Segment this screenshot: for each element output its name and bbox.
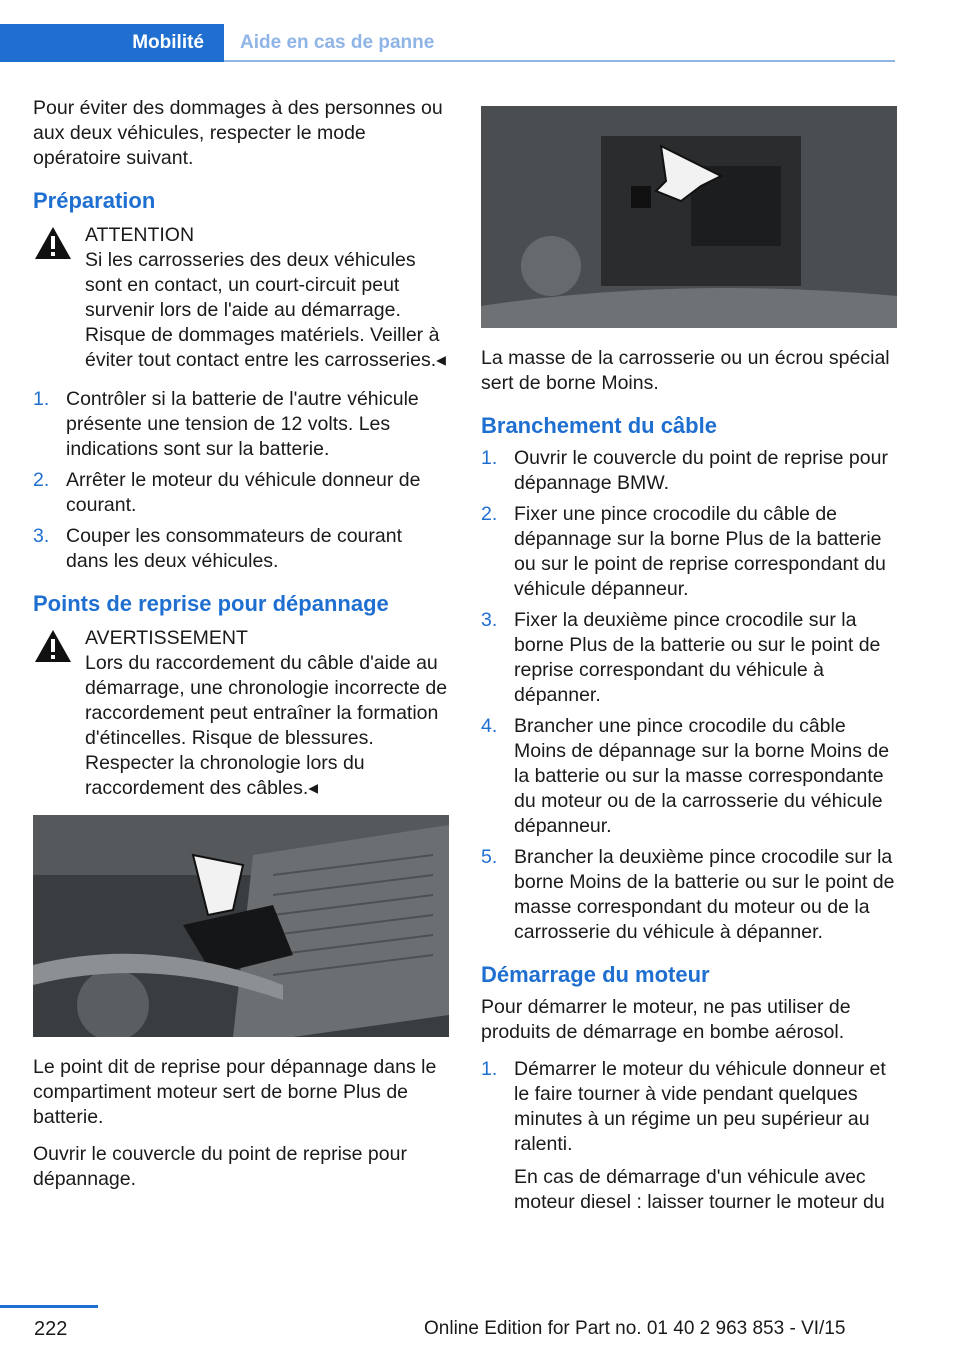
list-item: 1. Démarrer le moteur du véhicule donneur et le faire tourner à vide pendant quelques minutes à un régime un peu supérieur au ralenti. En cas de démarrage d'un véhicule avec moteur diesel : laisser tourner le moteur du <box>481 1058 886 1213</box>
intro-text: Pour éviter des dommages à des personnes ou aux deux véhicules, respecter le mode opératoire suivant. <box>33 97 443 169</box>
chapter-tab[interactable]: Aide en cas de panne <box>240 32 435 53</box>
page-number: 222 <box>34 1318 68 1340</box>
warning-title: AVERTISSEMENT <box>85 627 248 649</box>
caption-plus-terminal: Le point dit de reprise pour dépannage dans le compartiment moteur sert de borne Plus de batterie. <box>33 1056 437 1128</box>
warning-triangle-icon <box>33 628 73 664</box>
list-item: 1. Ouvrir le couvercle du point de reprise pour dépannage BMW. <box>481 447 888 494</box>
section-tab[interactable]: Mobilité <box>0 24 224 62</box>
footer-rule <box>0 1305 98 1308</box>
list-item: 1. Contrôler si la batterie de l'autre véhicule présente une tension de 12 volts. Les indications sont sur la batterie. <box>33 388 419 460</box>
start-heading: Démarrage du moteur <box>481 962 710 987</box>
preparation-steps <box>33 387 449 574</box>
list-item: 2. Fixer une pince crocodile du câble de dépannage sur la borne Plus de la batterie ou sur le point de reprise correspondant du véhicule dépanneur. <box>481 503 886 600</box>
avertissement-warning <box>33 624 449 801</box>
warning-text: Lors du raccordement du câble d'aide au démarrage, une chronologie incorrecte de raccordement peut entraîner la formation d'étincelles. Risque de blessures. Respecter la chronologie lors du raccordement des câbles.◂ <box>85 652 448 799</box>
left-column <box>33 96 449 1204</box>
ground-point-photo <box>481 106 897 328</box>
engine-bay-photo <box>33 815 449 1037</box>
points-heading: Points de reprise pour dépannage <box>33 591 389 616</box>
list-item: 5. Brancher la deuxième pince crocodile sur la borne Moins de la batterie ou sur le point de masse correspondant du moteur ou de la carrosserie du véhicule à dépanner. <box>481 846 895 943</box>
warning-title: ATTENTION <box>85 224 195 246</box>
list-item: 3. Couper les consommateurs de courant dans les deux véhicules. <box>33 525 403 572</box>
attention-warning <box>33 221 449 373</box>
start-intro: Pour démarrer le moteur, ne pas utiliser de produits de démarrage en bombe aérosol. <box>481 996 851 1043</box>
start-steps <box>481 1057 897 1215</box>
warning-triangle-icon <box>33 225 73 261</box>
warning-text: Si les carrosseries des deux véhicules sont en contact, un court-circuit peut survenir lors de l'aide au démarrage. Risque de dommages matériels. Veiller à éviter tout contact entre les carrosseries.◂ <box>85 249 446 371</box>
right-column <box>481 96 897 1227</box>
list-item: 2. Arrêter le moteur du véhicule donneur de courant. <box>33 469 421 516</box>
list-item: 4. Brancher une pince crocodile du câble Moins de dépannage sur la borne Moins de la batterie ou sur la masse correspondante du moteur ou de la carrosserie du véhicule dépanneur. <box>481 715 890 837</box>
list-item: 3. Fixer la deuxième pince crocodile sur la borne Plus de la batterie ou sur le point de reprise correspondant du véhicule à dépanner. <box>481 609 881 706</box>
cable-steps <box>481 446 897 945</box>
preparation-heading: Préparation <box>33 188 156 213</box>
caption-minus-terminal: La masse de la carrosserie ou un écrou spécial sert de borne Moins. <box>481 347 890 394</box>
caption-open-cover: Ouvrir le couvercle du point de reprise pour dépannage. <box>33 1143 407 1190</box>
header-rule <box>224 60 895 62</box>
edition-note: Online Edition for Part no. 01 40 2 963 853 - VI/15 <box>424 1318 846 1339</box>
cable-heading: Branchement du câble <box>481 413 717 438</box>
page-header <box>0 24 895 62</box>
